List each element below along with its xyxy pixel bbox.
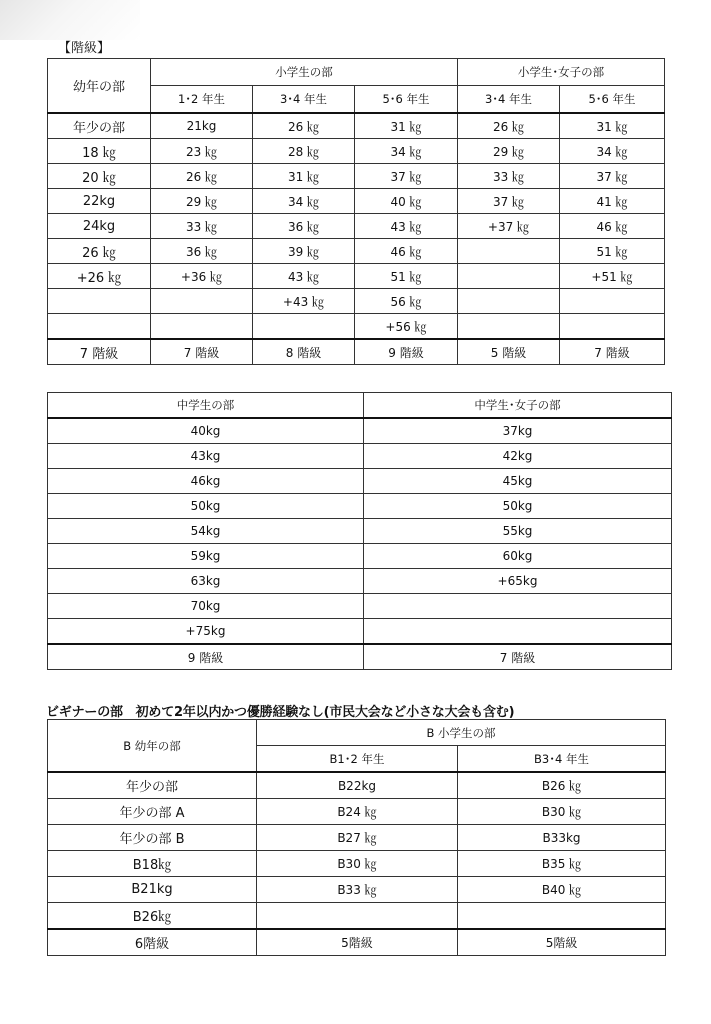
table-cell — [458, 903, 666, 930]
table-cell: 39 ㎏ — [253, 239, 355, 264]
header-b-yochien: B 幼年の部 — [48, 720, 257, 773]
table-cell: +75kg — [48, 619, 364, 645]
table-row — [48, 569, 672, 594]
table-cell: 50kg — [48, 494, 364, 519]
table-cell: B26㎏ — [48, 903, 257, 930]
total-cell: 7 階級 — [364, 644, 672, 670]
table-cell: B40 ㎏ — [458, 877, 666, 903]
table-cell: 26 ㎏ — [253, 113, 355, 139]
table-cell: +36 ㎏ — [151, 264, 253, 289]
table-cell: 46 ㎏ — [355, 239, 458, 264]
table-cell: 年少の部 A — [48, 799, 257, 825]
table-cell: 50kg — [364, 494, 672, 519]
table-row — [48, 469, 672, 494]
table-cell: 45kg — [364, 469, 672, 494]
table-cell: 34 ㎏ — [560, 139, 665, 164]
table-cell: 36 ㎏ — [151, 239, 253, 264]
table-row — [48, 594, 672, 619]
table-cell: 56 ㎏ — [355, 289, 458, 314]
table-cell — [560, 314, 665, 340]
table-cell — [560, 289, 665, 314]
total-cell: 7 階級 — [48, 339, 151, 365]
table-row — [48, 772, 666, 799]
beginner-section-title: ビギナーの部 初めて2年以内かつ優勝経験なし(市民大会など小さな大会も含む) — [46, 705, 515, 720]
table-row — [48, 239, 665, 264]
table-cell: 26 ㎏ — [151, 164, 253, 189]
table-cell: 29 ㎏ — [151, 189, 253, 214]
table-cell: 年少の部 — [48, 113, 151, 139]
totals-row — [48, 339, 665, 365]
table-cell: B24 ㎏ — [257, 799, 458, 825]
table-cell: 21kg — [151, 113, 253, 139]
total-cell: 9 階級 — [48, 644, 364, 670]
table-cell — [458, 314, 560, 340]
table-row — [48, 214, 665, 239]
subheader-grade: B3･4 年生 — [458, 746, 666, 773]
table-cell: 41 ㎏ — [560, 189, 665, 214]
table-cell: 55kg — [364, 519, 672, 544]
total-cell: 9 階級 — [355, 339, 458, 365]
table-cell: B35 ㎏ — [458, 851, 666, 877]
table-cell — [458, 239, 560, 264]
table-row — [48, 619, 672, 645]
totals-row — [48, 644, 672, 670]
table-cell: 31 ㎏ — [355, 113, 458, 139]
table-row — [48, 314, 665, 340]
table-cell: 46 ㎏ — [560, 214, 665, 239]
table-cell — [151, 289, 253, 314]
table-cell: +37 ㎏ — [458, 214, 560, 239]
table-row — [48, 851, 666, 877]
total-cell: 7 階級 — [151, 339, 253, 365]
table-row — [48, 289, 665, 314]
table-cell: B30 ㎏ — [257, 851, 458, 877]
table-cell: +51 ㎏ — [560, 264, 665, 289]
table-cell: +43 ㎏ — [253, 289, 355, 314]
table-row — [48, 494, 672, 519]
header-b-shogaku: B 小学生の部 — [257, 720, 666, 746]
table-cell — [253, 314, 355, 340]
table-cell: 51 ㎏ — [560, 239, 665, 264]
table-cell — [48, 314, 151, 340]
table-cell: 18 ㎏ — [48, 139, 151, 164]
table-cell: B27 ㎏ — [257, 825, 458, 851]
table-row — [48, 418, 672, 444]
weight-class-table-beginner — [47, 719, 666, 956]
table-cell: 年少の部 B — [48, 825, 257, 851]
table-cell — [364, 594, 672, 619]
total-cell: 5階級 — [257, 929, 458, 956]
table-cell: 31 ㎏ — [253, 164, 355, 189]
table-cell: 37 ㎏ — [560, 164, 665, 189]
table-row — [48, 139, 665, 164]
weight-class-table-junior-high — [47, 392, 672, 670]
table-cell: 54kg — [48, 519, 364, 544]
table-cell: +65kg — [364, 569, 672, 594]
table-cell: 26 ㎏ — [48, 239, 151, 264]
table-cell: 63kg — [48, 569, 364, 594]
table-cell: 43 ㎏ — [355, 214, 458, 239]
table-cell — [151, 314, 253, 340]
total-cell: 8 階級 — [253, 339, 355, 365]
table-cell: B26 ㎏ — [458, 772, 666, 799]
table-cell: 70kg — [48, 594, 364, 619]
table-row — [48, 544, 672, 569]
total-cell: 5階級 — [458, 929, 666, 956]
table-cell — [48, 289, 151, 314]
page-heading: 【階級】 — [58, 41, 111, 56]
table-cell: +26 ㎏ — [48, 264, 151, 289]
table-header-row — [48, 393, 672, 419]
subheader-grade: 3･4 年生 — [458, 86, 560, 114]
table-cell: 46kg — [48, 469, 364, 494]
table-cell: 40 ㎏ — [355, 189, 458, 214]
table-cell: 34 ㎏ — [355, 139, 458, 164]
table-cell: B33kg — [458, 825, 666, 851]
table-cell: 26 ㎏ — [458, 113, 560, 139]
table-cell: 37 ㎏ — [355, 164, 458, 189]
table-cell: +56 ㎏ — [355, 314, 458, 340]
table-row — [48, 519, 672, 544]
total-cell: 5 階級 — [458, 339, 560, 365]
table-cell: 34 ㎏ — [253, 189, 355, 214]
table-cell: 43kg — [48, 444, 364, 469]
table-row — [48, 164, 665, 189]
header-shogaku: 小学生の部 — [151, 59, 458, 86]
subheader-grade: 5･6 年生 — [355, 86, 458, 114]
table-cell — [458, 289, 560, 314]
table-cell: 23 ㎏ — [151, 139, 253, 164]
table-cell: 51 ㎏ — [355, 264, 458, 289]
table-row — [48, 189, 665, 214]
table-row — [48, 264, 665, 289]
scan-shadow — [0, 0, 140, 40]
header-shogaku-girls: 小学生･女子の部 — [458, 59, 665, 86]
subheader-grade: 5･6 年生 — [560, 86, 665, 114]
table-cell: B18㎏ — [48, 851, 257, 877]
table-cell: 43 ㎏ — [253, 264, 355, 289]
table-cell: 33 ㎏ — [458, 164, 560, 189]
subheader-grade: B1･2 年生 — [257, 746, 458, 773]
table-cell: B22kg — [257, 772, 458, 799]
weight-class-table-elementary — [47, 58, 665, 365]
table-cell: 40kg — [48, 418, 364, 444]
table-cell: 37kg — [364, 418, 672, 444]
table-cell — [458, 264, 560, 289]
table-cell — [257, 903, 458, 930]
total-cell: 7 階級 — [560, 339, 665, 365]
table-cell: B30 ㎏ — [458, 799, 666, 825]
table-row — [48, 825, 666, 851]
table-cell — [364, 619, 672, 645]
table-row — [48, 444, 672, 469]
table-row — [48, 799, 666, 825]
table-row — [48, 903, 666, 930]
table-cell: 31 ㎏ — [560, 113, 665, 139]
subheader-grade: 1･2 年生 — [151, 86, 253, 114]
table-cell: 60kg — [364, 544, 672, 569]
table-cell: 37 ㎏ — [458, 189, 560, 214]
totals-row — [48, 929, 666, 956]
table-cell: B21kg — [48, 877, 257, 903]
table-row — [48, 113, 665, 139]
table-cell: 29 ㎏ — [458, 139, 560, 164]
header-chugaku-girls: 中学生･女子の部 — [364, 393, 672, 419]
table-cell: 24kg — [48, 214, 151, 239]
table-cell: 33 ㎏ — [151, 214, 253, 239]
table-cell: 22kg — [48, 189, 151, 214]
table-row — [48, 877, 666, 903]
table-cell: B33 ㎏ — [257, 877, 458, 903]
table-cell: 36 ㎏ — [253, 214, 355, 239]
table-cell: 28 ㎏ — [253, 139, 355, 164]
subheader-grade: 3･4 年生 — [253, 86, 355, 114]
table-cell: 年少の部 — [48, 772, 257, 799]
header-yochien: 幼年の部 — [48, 59, 151, 114]
total-cell: 6階級 — [48, 929, 257, 956]
table-cell: 20 ㎏ — [48, 164, 151, 189]
table-cell: 42kg — [364, 444, 672, 469]
table-header-row — [48, 720, 666, 746]
table-cell: 59kg — [48, 544, 364, 569]
header-chugaku: 中学生の部 — [48, 393, 364, 419]
